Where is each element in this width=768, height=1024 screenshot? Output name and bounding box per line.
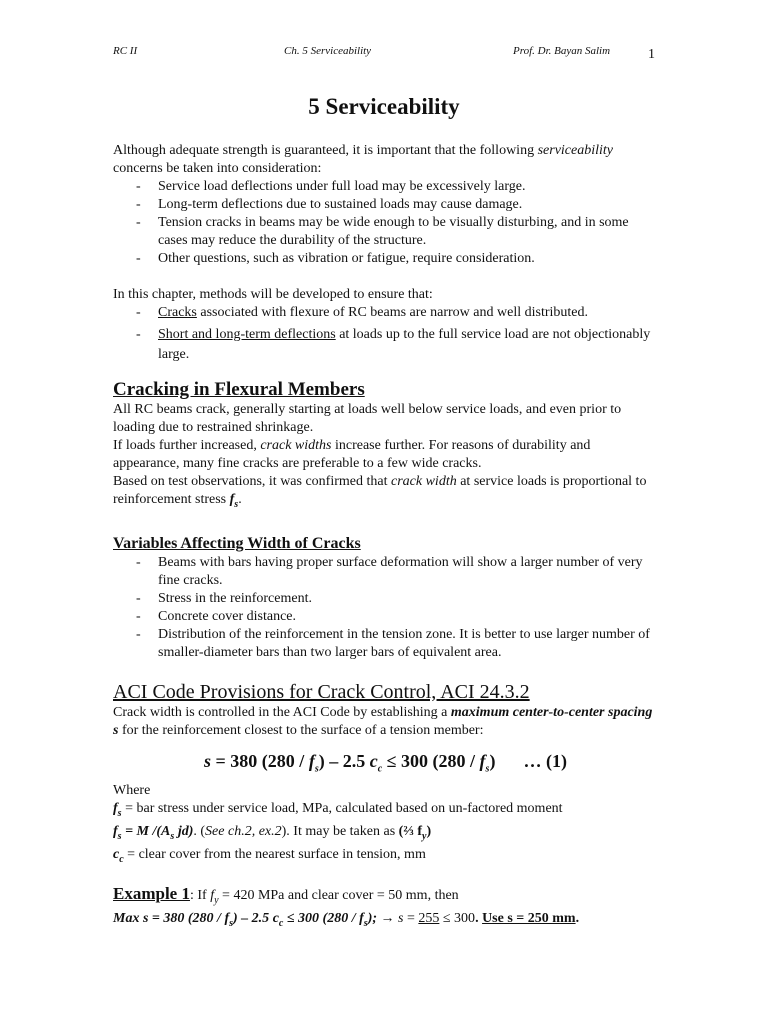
symbol-subscript: s [363, 917, 368, 929]
text: = bar stress under service load, MPa, calculated based on un-factored moment [121, 801, 563, 817]
header-chapter: Ch. 5 Serviceability [284, 45, 372, 57]
equation-number: … (1) [523, 750, 567, 771]
example-1-solution [113, 910, 658, 933]
text: at service loads is proportional to reinforcement stress [113, 474, 647, 507]
symbol-subscript: s [117, 808, 122, 820]
cracking-p1: All RC beams crack, generally starting at loads well below service loads, and even prior to loading due to restrained shrinkage. [113, 402, 622, 435]
symbol-subscript: y [214, 894, 219, 906]
text: ≤ 300 [439, 910, 476, 926]
intro-text: Although adequate strength is guaranteed, it is important that the following [113, 143, 538, 158]
page-title: 5 Serviceability [308, 94, 460, 119]
symbol: f [113, 824, 118, 840]
cracking-p3 [113, 473, 658, 514]
goal-text: at loads up to the full service load are not objectionably large. [158, 327, 651, 362]
symbol: f [210, 887, 215, 903]
text: If loads further increased, [113, 438, 261, 453]
section-heading-aci: ACI Code Provisions for Crack Control, ACI 24.3.2 [113, 680, 530, 703]
eq-symbol: c [369, 750, 378, 771]
text: for the reinforcement closest to the surface of a tension member: [118, 722, 484, 738]
result-value: 255 [418, 910, 440, 926]
text: : If [189, 887, 211, 903]
symbol: f [224, 910, 230, 926]
section-heading-cracking: Cracking in Flexural Members [113, 379, 365, 400]
eq-symbol: f [479, 750, 486, 771]
section-heading-variables: Variables Affecting Width of Cracks [113, 534, 361, 552]
list-item: - Service load deflections under full load may be excessively large. [113, 178, 658, 196]
symbol: f [359, 910, 364, 926]
list-item: - Concrete cover distance. [113, 608, 658, 626]
eq-text: ≤ 300 (280 / [382, 750, 480, 771]
symbol-subscript: c [119, 853, 124, 865]
page-number: 1 [648, 47, 655, 62]
header-author: Prof. Dr. Bayan Salim [513, 45, 611, 57]
list-item: - Beams with bars having proper surface deformation will show a larger number of very fine cracks. [113, 554, 658, 590]
eq-subscript: s [485, 763, 490, 775]
list-item [113, 325, 658, 365]
text-emphasis: crack widths [260, 438, 332, 453]
text-emphasis: maximum center-to-center spacing s [113, 704, 653, 738]
cracking-p2 [113, 437, 658, 473]
eq-text: = 380 (280 / [211, 750, 309, 771]
final-answer: Use s = 250 mm [482, 910, 576, 926]
symbol-subscript: s [117, 830, 122, 842]
eq-symbol: s [204, 750, 212, 771]
formula: jd) [174, 824, 194, 840]
equation-1 [113, 752, 658, 779]
symbol: s [398, 910, 404, 926]
symbol-subscript: s [234, 498, 239, 510]
list-item: - Other questions, such as vibration or fatigue, require consideration. [113, 250, 658, 268]
eq-text: ) – 2.5 [318, 750, 370, 771]
text: . It may be taken as [286, 824, 399, 840]
definition-cc [113, 846, 658, 869]
document-body [113, 142, 658, 932]
formula: Max s = 380 (280 / [113, 910, 225, 926]
text: = [403, 910, 419, 926]
formula: = M /(A [121, 824, 171, 840]
symbol: c [272, 910, 279, 926]
symbol: f [113, 801, 118, 817]
text: . [475, 910, 483, 926]
eq-text: ) [489, 750, 496, 771]
list-item [113, 304, 658, 322]
intro-emphasis: serviceability [537, 143, 613, 158]
cross-reference: See ch.2, ex.2 [205, 824, 282, 840]
example-1-line [113, 885, 658, 910]
intro-text-end: concerns be taken into consideration: [113, 161, 322, 176]
chapter-goals-list [113, 304, 658, 365]
eq-subscript: s [314, 763, 319, 775]
text: . [575, 910, 580, 926]
eq-symbol: f [308, 750, 315, 771]
header-course: RC II [113, 45, 138, 57]
formula: ); → [367, 910, 399, 926]
symbol-subscript: y [421, 830, 427, 842]
variables-list [113, 554, 658, 662]
eq-subscript: c [377, 763, 383, 775]
symbol-subscript: s [229, 917, 234, 929]
deflections-link-text: Short and long-term deflections [158, 327, 336, 342]
cracks-link-text: Cracks [158, 305, 197, 320]
definition-fs-formula: $f_s = M$ $/(A_s$ jd). (See ch.2, ex.2). It may be taken as (⅔ $f_y$) [113, 824, 432, 842]
text: = 420 MPa and clear cover = 50 mm, then [218, 887, 459, 903]
formula: ) [426, 824, 432, 840]
symbol: c [113, 846, 120, 862]
list-item: - Distribution of the reinforcement in the tension zone. It is better to use larger number of smaller-diameter bars than two larger bars of equivalent area. [113, 626, 658, 662]
intro-paragraph [113, 142, 658, 178]
chapter-lead: In this chapter, methods will be developed to ensure that: [113, 287, 433, 302]
definition-fs [113, 800, 658, 823]
formula: ) – 2.5 [233, 910, 273, 926]
text: Crack width is controlled in the ACI Code by establishing a [113, 704, 451, 720]
text-emphasis: crack width [391, 474, 457, 489]
symbol: f [229, 492, 235, 507]
example-heading: Example 1 [113, 883, 190, 903]
list-item: - Long-term deflections due to sustained loads may cause damage. [113, 196, 658, 214]
text: . [238, 492, 242, 507]
symbol-subscript: s [170, 830, 175, 842]
text: Based on test observations, it was confirmed that [113, 474, 391, 489]
text: increase further. For reasons of durability and appearance, many fine cracks are preferable to a few wide cracks. [113, 438, 591, 471]
symbol-subscript: c [278, 917, 284, 929]
goal-text: associated with flexure of RC beams are narrow and well distributed. [196, 305, 588, 320]
aci-paragraph [113, 704, 658, 740]
serviceability-concerns-list [113, 178, 658, 268]
list-item: - Stress in the reinforcement. [113, 590, 658, 608]
list-item: - Tension cracks in beams may be wide enough to be visually disturbing, and in some cases may reduce the durability of the structure. [113, 214, 658, 250]
formula: (⅔ f [398, 824, 422, 840]
text: = clear cover from the nearest surface in tension, mm [123, 846, 426, 862]
formula: ≤ 300 (280 / [283, 910, 360, 926]
where-label: Where [113, 783, 151, 799]
